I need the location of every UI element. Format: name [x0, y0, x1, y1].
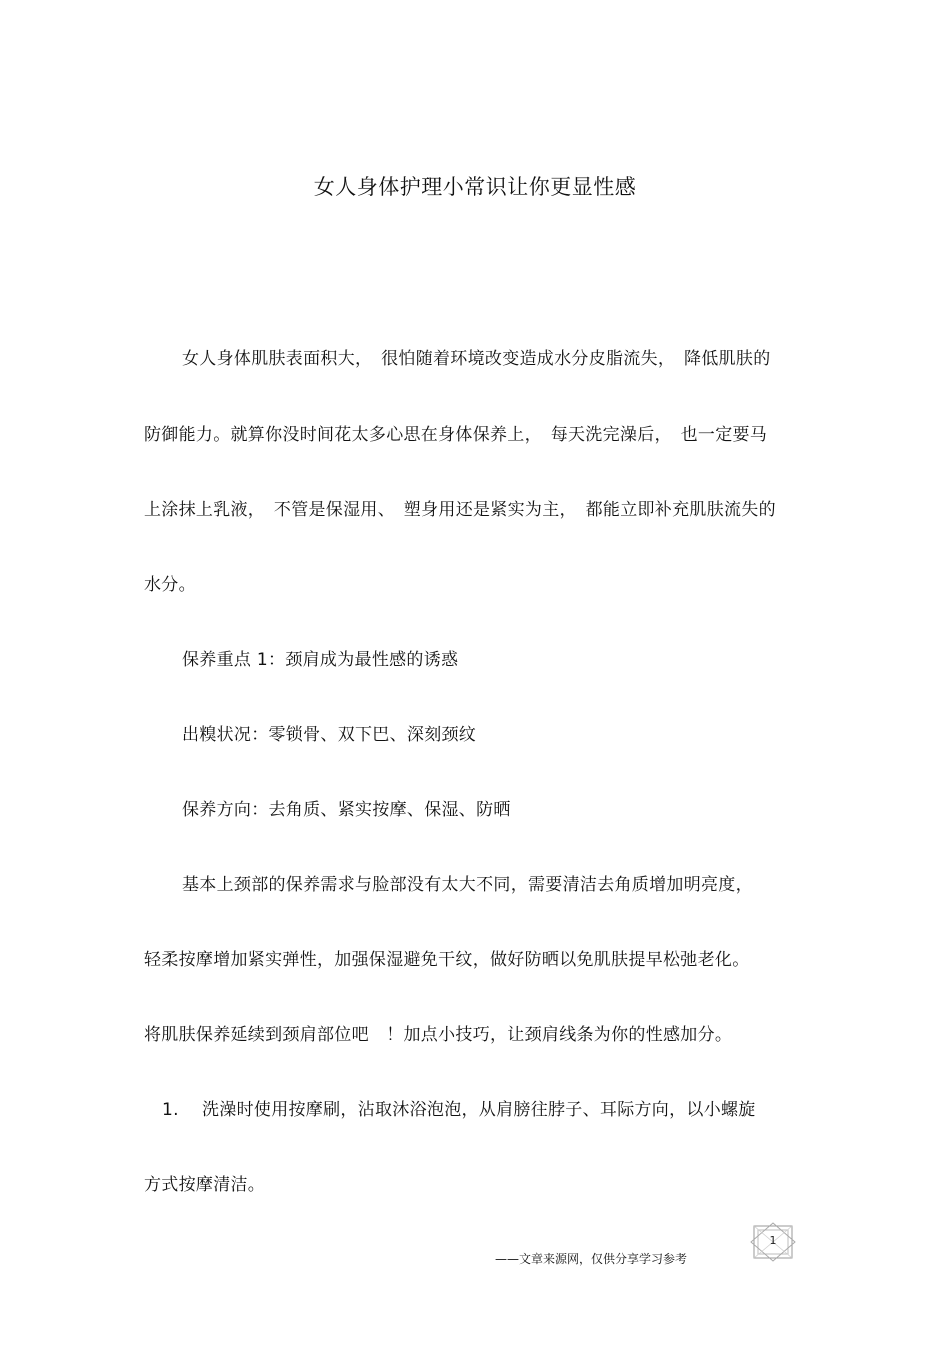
page-number: 1 [769, 1234, 777, 1247]
paragraph-line: 女人身体肌肤表面积大， 很怕随着环境改变造成水分皮脂流失， 降低肌肤的 [182, 349, 771, 369]
footer-source-note: ——文章来源网，仅供分享学习参考 [495, 1252, 688, 1266]
paragraph-line: 防御能力。就算你没时间花太多心思在身体保养上， 每天洗完澡后， 也一定要马 [144, 425, 768, 445]
list-item-text: 洗澡时使用按摩刷，沾取沐浴泡泡，从肩膀往脖子、耳际方向，以小螺旋 [202, 1100, 756, 1120]
section-heading: 保养重点 1：颈肩成为最性感的诱惑 [182, 650, 459, 670]
paragraph-line: 将肌肤保养延续到颈肩部位吧 ！加点小技巧，让颈肩线条为你的性感加分。 [144, 1025, 733, 1045]
paragraph-line: 出糗状况：零锁骨、双下巴、深刻颈纹 [182, 725, 477, 745]
document-title: 女人身体护理小常识让你更显性感 [313, 175, 637, 199]
list-item [144, 1097, 814, 1123]
paragraph-line: 上涂抹上乳液， 不管是保湿用、 塑身用还是紧实为主， 都能立即补充肌肤流失的 [144, 500, 776, 520]
paragraph-line: 保养方向：去角质、紧实按摩、保湿、防晒 [182, 800, 511, 820]
paragraph-line: 基本上颈部的保养需求与脸部没有太大不同，需要清洁去角质增加明亮度， [182, 875, 753, 895]
page-number-badge [750, 1222, 796, 1262]
list-item-continuation: 方式按摩清洁。 [144, 1175, 266, 1195]
paragraph-line: 轻柔按摩增加紧实弹性，加强保湿避免干纹，做好防晒以免肌肤提早松弛老化。 [144, 950, 750, 970]
paragraph-line: 水分。 [144, 575, 196, 595]
list-item-number: 1. [162, 1100, 179, 1120]
